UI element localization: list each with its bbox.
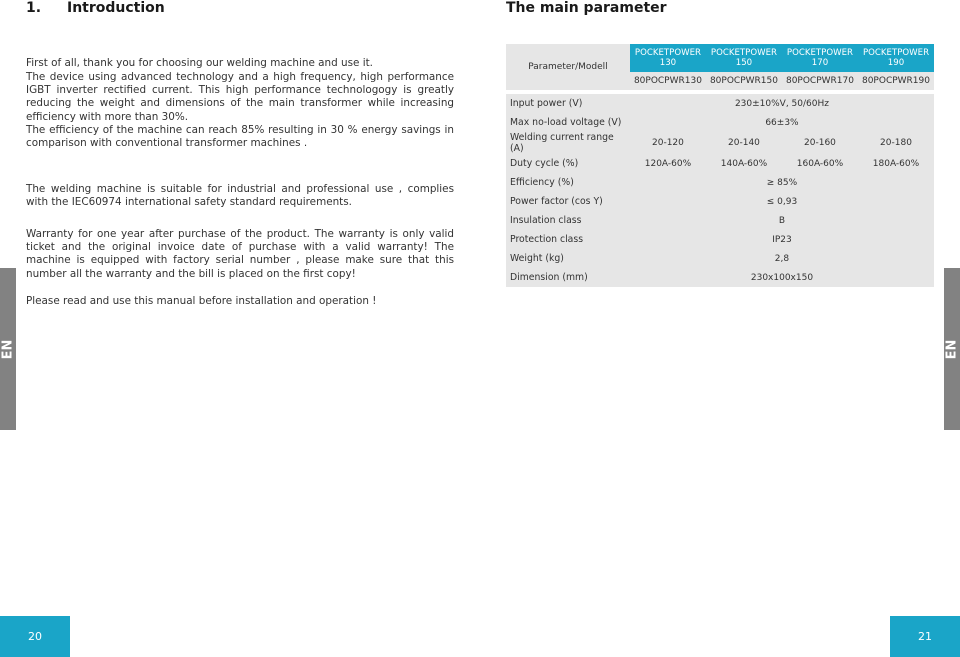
intro-paragraph-1: First of all, thank you for choosing our welding machine and use it. xyxy=(26,57,373,69)
value-power-factor: ≤ 0,93 xyxy=(630,192,934,211)
row-label-duty-cycle: Duty cycle (%) xyxy=(506,154,630,173)
model-name-130: POCKETPOWER 130 xyxy=(630,44,706,72)
model-code-170: 80POCPWR170 xyxy=(782,72,858,90)
value-duty-cycle-190: 180A-60% xyxy=(858,154,934,173)
table-row xyxy=(506,268,934,287)
table-row xyxy=(506,173,934,192)
value-weight: 2,8 xyxy=(630,249,934,268)
table-header-row xyxy=(506,44,934,72)
section-number: 1. xyxy=(26,0,42,16)
value-no-load-voltage: 66±3% xyxy=(630,113,934,132)
row-label-protection-class: Protection class xyxy=(506,230,630,249)
row-label-efficiency: Efficiency (%) xyxy=(506,173,630,192)
value-efficiency: ≥ 85% xyxy=(630,173,934,192)
model-code-130: 80POCPWR130 xyxy=(630,72,706,90)
value-input-power: 230±10%V, 50/60Hz xyxy=(630,94,934,113)
row-label-input-power: Input power (V) xyxy=(506,94,630,113)
intro-paragraph-4: The welding machine is suitable for industrial and professional use , complies with the IEC60974 international safety standard requirements. xyxy=(26,183,454,209)
model-code-150: 80POCPWR150 xyxy=(706,72,782,90)
header-parameter-label: Parameter/Modell xyxy=(506,44,630,90)
page-number-right xyxy=(890,616,960,657)
row-label-current-range: Welding current range (A) xyxy=(506,132,630,154)
language-tab-right-label: EN xyxy=(944,339,960,359)
model-name-190: POCKETPOWER 190 xyxy=(858,44,934,72)
language-tab-right xyxy=(944,268,960,430)
warranty-paragraph: Warranty for one year after purchase of the product. The warranty is only valid ticket and the original invoice date of purchase with a valid warranty! The machine is equipped with factory serial number , please make sure that this number all the warranty and the bill is placed on the first copy! xyxy=(26,228,454,280)
page-number-left-label: 20 xyxy=(28,630,42,643)
row-label-power-factor: Power factor (cos Y) xyxy=(506,192,630,211)
value-current-range-130: 20-120 xyxy=(630,132,706,154)
model-name-170: POCKETPOWER 170 xyxy=(782,44,858,72)
manual-notice: Please read and use this manual before installation and operation ! xyxy=(26,295,377,307)
row-label-insulation-class: Insulation class xyxy=(506,211,630,230)
table-row xyxy=(506,230,934,249)
row-label-dimension: Dimension (mm) xyxy=(506,268,630,287)
language-tab-left xyxy=(0,268,16,430)
value-current-range-170: 20-160 xyxy=(782,132,858,154)
table-row xyxy=(506,113,934,132)
parameter-title: The main parameter xyxy=(506,0,667,16)
table-row xyxy=(506,192,934,211)
value-duty-cycle-170: 160A-60% xyxy=(782,154,858,173)
model-name-150: POCKETPOWER 150 xyxy=(706,44,782,72)
value-current-range-190: 20-180 xyxy=(858,132,934,154)
table-row xyxy=(506,249,934,268)
model-code-190: 80POCPWR190 xyxy=(858,72,934,90)
table-row xyxy=(506,211,934,230)
table-row xyxy=(506,132,934,154)
intro-paragraph-3: The efficiency of the machine can reach 85% resulting in 30 % energy savings in comparison with conventional transformer machines . xyxy=(26,124,454,150)
page-number-left xyxy=(0,616,70,657)
value-dimension: 230x100x150 xyxy=(630,268,934,287)
table-row xyxy=(506,94,934,113)
value-insulation-class: B xyxy=(630,211,934,230)
intro-paragraph-2: The device using advanced technology and a high frequency, high performance IGBT inverter rectified current. This high performance technologogy is greatly reducing the weight and dimensions of the main transformer while increasing efficiency with more than 30%. xyxy=(26,71,454,123)
page-number-right-label: 21 xyxy=(918,630,932,643)
value-protection-class: IP23 xyxy=(630,230,934,249)
row-label-no-load-voltage: Max no-load voltage (V) xyxy=(506,113,630,132)
value-duty-cycle-130: 120A-60% xyxy=(630,154,706,173)
value-duty-cycle-150: 140A-60% xyxy=(706,154,782,173)
language-tab-left-label: EN xyxy=(0,339,16,359)
table-row xyxy=(506,154,934,173)
parameter-table xyxy=(506,44,934,287)
value-current-range-150: 20-140 xyxy=(706,132,782,154)
row-label-weight: Weight (kg) xyxy=(506,249,630,268)
section-title: Introduction xyxy=(67,0,165,16)
